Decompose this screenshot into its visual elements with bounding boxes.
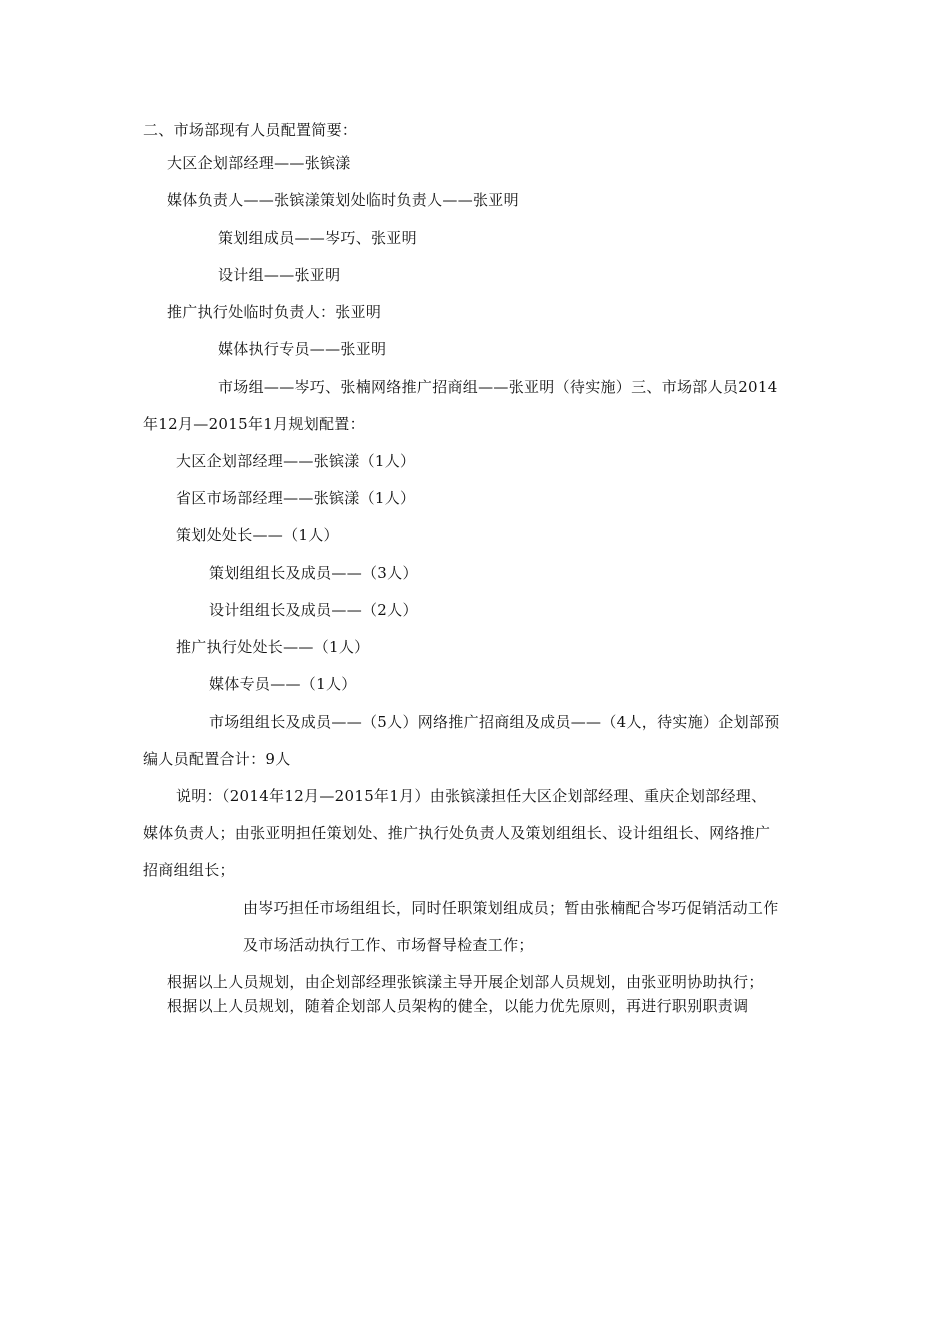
text-line: 及市场活动执行工作、市场督导检查工作； xyxy=(243,936,534,954)
text-line: 编人员配置合计：9人 xyxy=(143,750,291,768)
text-line: 推广执行处处长——（1人） xyxy=(176,638,370,656)
text-line: 策划组成员——岑巧、张亚明 xyxy=(218,229,417,247)
text-line: 根据以上人员规划，由企划部经理张镔漾主导开展企划部人员规划，由张亚明协助执行； xyxy=(167,973,764,991)
text-line: 设计组组长及成员——（2人） xyxy=(209,601,418,619)
text-line: 媒体负责人；由张亚明担任策划处、推广执行处负责人及策划组组长、设计组组长、网络推广 xyxy=(143,824,771,842)
text-line: 根据以上人员规划，随着企划部人员架构的健全，以能力优先原则，再进行职别职责调 xyxy=(167,997,749,1015)
text-line: 市场组组长及成员——（5人）网络推广招商组及成员——（4人，待实施）企划部预 xyxy=(209,713,780,731)
text-line: 设计组——张亚明 xyxy=(218,266,341,284)
text-line: 由岑巧担任市场组组长，同时任职策划组成员；暂由张楠配合岑巧促销活动工作 xyxy=(243,899,779,917)
text-line: 策划组组长及成员——（3人） xyxy=(209,564,418,582)
text-line: 推广执行处临时负责人：张亚明 xyxy=(167,303,382,321)
text-line: 市场组——岑巧、张楠网络推广招商组——张亚明（待实施）三、市场部人员2014 xyxy=(218,378,778,396)
text-line: 媒体专员——（1人） xyxy=(209,675,357,693)
text-line: 媒体负责人——张镔漾策划处临时负责人——张亚明 xyxy=(167,191,519,209)
text-line: 省区市场部经理——张镔漾（1人） xyxy=(176,489,416,507)
section-heading-current-staff: 二、市场部现有人员配置简要： xyxy=(143,121,358,139)
text-line: 说明：（2014年12月—2015年1月）由张镔漾担任大区企划部经理、重庆企划部经理、 xyxy=(176,787,767,805)
text-line: 招商组组长； xyxy=(143,861,235,879)
text-line: 媒体执行专员——张亚明 xyxy=(218,340,387,358)
text-line: 策划处处长——（1人） xyxy=(176,526,339,544)
text-line: 年12月—2015年1月规划配置： xyxy=(143,415,365,433)
text-line: 大区企划部经理——张镔漾（1人） xyxy=(176,452,416,470)
text-line: 大区企划部经理——张镔漾 xyxy=(167,154,351,172)
